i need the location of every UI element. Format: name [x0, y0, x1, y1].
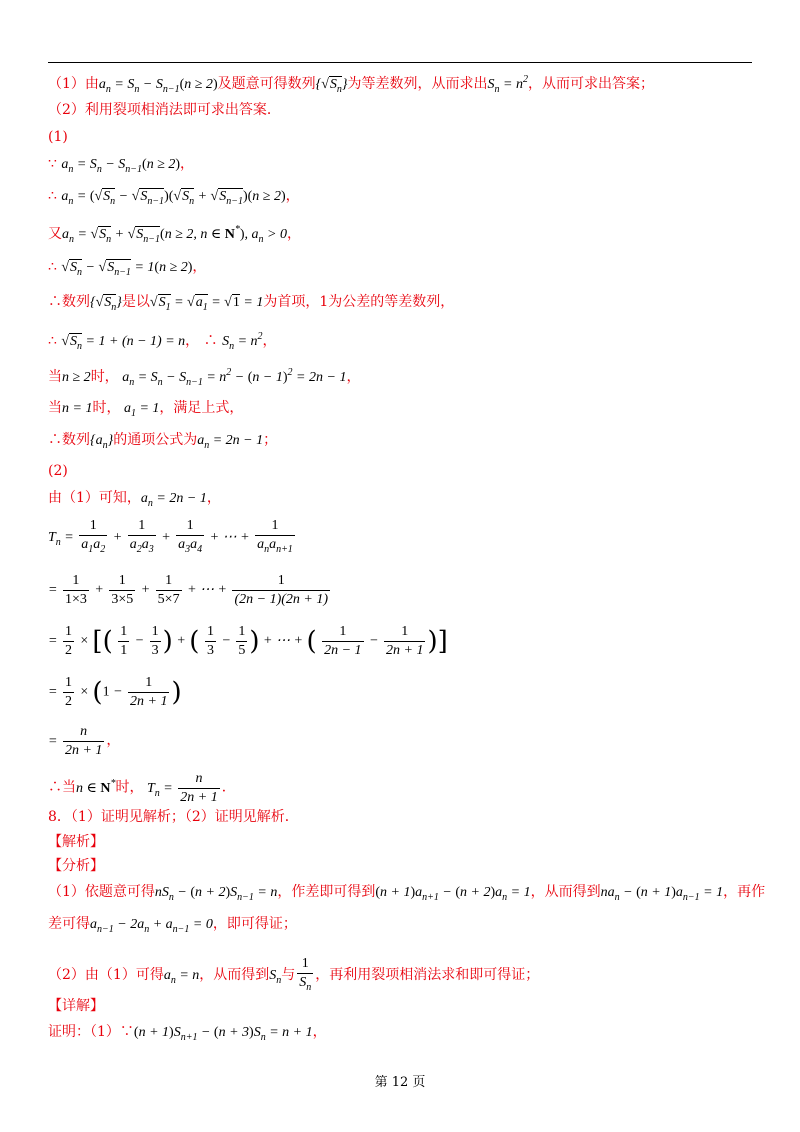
q8-jiexi: 【解析】 — [48, 834, 104, 850]
part2-label: (2) — [48, 463, 68, 479]
part1-line-9: ∴数列$\{a_n\}$的通项公式为$a_n = 2n - 1$； — [48, 432, 278, 451]
part1-line-1: ∵ $a_n = S_n - S_{n-1}(n \ge 2)$， — [48, 156, 195, 175]
part2-eq-2: = $\frac{1}{1\times 3}$ + $\frac{1}{3\times 5}$ + $\frac{1}{5\times 7}$ + ⋯ + $\frac{1}{(2n - 1)(2n + 1)}$ — [48, 573, 329, 607]
part2-eq-3: = $\frac{1}{2}$ × [( $\frac{1}{1}$ − $\frac{1}{3}$ ) + ( $\frac{1}{3}$ − $\frac{1}{5}$ ) + ⋯ + ( $\frac{1}{2n - 1}$ − $\frac{1}{2n + 1}$ )] — [48, 624, 448, 658]
part1-line-7: 当n ≥ 2时， $a_n = S_n - S_{n-1} = n^2 - (n - 1)^2 = 2n - 1$， — [48, 367, 361, 388]
q8-xiangjie: 【详解】 — [48, 998, 104, 1014]
part2-eq-1: $T_n$ = $\frac{1}{a_1a_2}$ + $\frac{1}{a_2a_3}$ + $\frac{1}{a_3a_4}$ + ⋯ + $\frac{1}{a_na_{n+1}}$ — [48, 518, 293, 555]
q8-analysis-3: （2）由（1）可得$a_n = n$，从而得到$S_n$与 $\frac{1}{S_n}$ ，再利用裂项相消法求和即可得证； — [48, 956, 540, 993]
part2-eq-5: = $\frac{n}{2n + 1}$ ， — [48, 724, 121, 758]
part1-line-2: ∴ $a_n = (√S_n - √S_{n-1})(√S_n + √S_{n-1})(n \ge 2)$， — [48, 188, 300, 207]
header-rule — [48, 62, 752, 63]
part2-line-1: 由（1）可知，$a_n = 2n - 1$， — [48, 490, 221, 509]
q8-analysis-2: 差可得$a_{n-1} - 2a_n + a_{n-1} = 0$，即可得证； — [48, 916, 297, 935]
page-footer: 第 12 页 — [374, 1075, 426, 1090]
part1-line-3: 又$a_n = √S_n + √S_{n-1}(n \ge 2$, n ∈ N*), $a_n > 0$， — [48, 224, 301, 245]
analysis-line-2: （2）利用裂项相消法即可求出答案． — [48, 102, 281, 118]
part1-line-6: ∴ $√S_n = 1 + (n - 1) = n$， ∴ $S_n = n^2$， — [48, 331, 277, 352]
q8-fenxi: 【分析】 — [48, 858, 104, 874]
part1-label: (1) — [48, 129, 68, 145]
q8-analysis-1: （1）依题意可得$nS_n - (n + 2)S_{n-1} = n$，作差即可得到$(n + 1)a_{n+1} - (n + 2)a_n = 1$，从而得到$na_n - (n + 1)a_{n-1} = 1$，再作 — [48, 884, 766, 903]
part1-line-4: ∴ $√S_n - √S_{n-1} = 1(n \ge 2)$， — [48, 259, 207, 278]
part2-eq-4: = $\frac{1}{2}$ × (1 − $\frac{1}{2n + 1}$ ) — [48, 675, 182, 709]
analysis-line-1: （1）由$a_n = S_n - S_{n-1}(n \ge 2)$及题意可得数列$\{√S_n\}$为等差数列，从而求出$S_n = n^2$，从而可求出答案； — [48, 74, 654, 95]
part2-conclusion: ∴当n ∈ N*时， $T_n$ = $\frac{n}{2n + 1}$ ． — [48, 771, 236, 805]
q8-proof-1: 证明：（1）∵(n + $1)S_{n+1} - (n + 3)S_n = n + 1$， — [48, 1024, 327, 1043]
part1-line-5: ∴数列$\{√S_n\}$是以$√S_1 = √a_1 = √1 = 1$为首项，1为公差的等差数列， — [48, 294, 455, 313]
part1-line-8: 当n = 1时， $a_1 = 1$，满足上式， — [48, 400, 244, 419]
q8-title: 8．（1）证明见解析；（2）证明见解析． — [48, 809, 299, 825]
